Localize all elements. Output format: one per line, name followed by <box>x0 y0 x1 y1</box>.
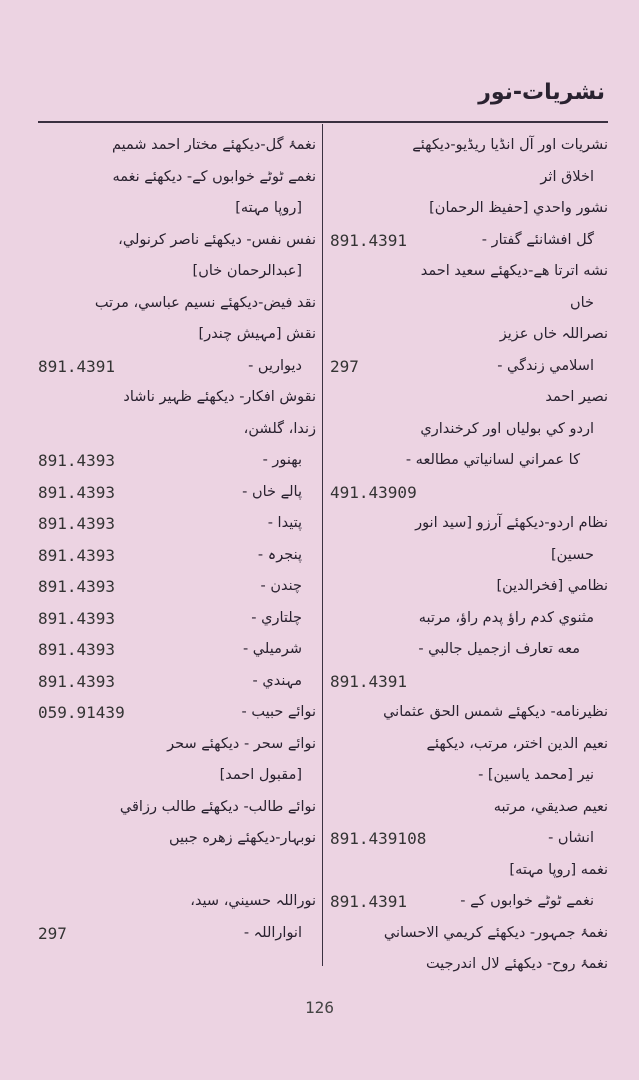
catalog-entry-line <box>38 351 316 383</box>
classification-number: 491.43909 <box>330 482 417 502</box>
catalog-entry-line <box>330 792 608 824</box>
entry-text: کا عمراني لسانیاتي مطالعه - <box>405 452 580 468</box>
catalog-entry-line <box>330 666 608 698</box>
entry-text: نغمے ٹوٹے خوابوں کے- دیکھئے نغمه <box>112 168 316 185</box>
catalog-entry-line <box>330 729 608 761</box>
entry-text: زندا، گلشن، <box>243 420 316 437</box>
catalog-entry-line <box>38 918 316 950</box>
catalog-entry-line <box>38 288 316 320</box>
entry-text: نغمے ٹوٹے خوابوں کے - <box>460 893 594 909</box>
classification-number: 891.4393 <box>38 577 116 596</box>
catalog-entry-line <box>330 130 608 162</box>
catalog-entry-line <box>330 571 608 603</box>
classification-number: 059.91439 <box>38 703 125 722</box>
entry-text: نقد فیض-دیکھئے نسیم عباسي، مرتب <box>94 294 316 311</box>
entry-text: نشور واحدي [حفیظ الرحمان] <box>429 200 608 216</box>
catalog-entry-line <box>330 603 608 635</box>
catalog-entry-line <box>38 414 316 446</box>
entry-text: نصراللہ خاں عزیز <box>499 326 608 342</box>
entry-text: نشریات اور آل انڈیا ریڈیو-دیکھئے <box>412 137 608 153</box>
catalog-entry-line <box>330 540 608 572</box>
catalog-entry-line <box>38 477 316 509</box>
catalog-entry-line <box>38 697 316 729</box>
entry-text: [عبدالرحمان خاں] <box>192 263 302 279</box>
catalog-entry-line <box>38 162 316 194</box>
entry-text: نفس نفس- دیکھئے ناصر کرنولي، <box>118 231 316 248</box>
entry-text: حسین] <box>551 546 594 563</box>
header-rule <box>38 121 608 123</box>
entry-text: نغمۂ جمہور- دیکھئے کریمي الاحساني <box>383 924 608 941</box>
catalog-entry-line <box>330 760 608 792</box>
classification-number: 891.4393 <box>38 545 116 565</box>
entry-text: نغمه [روپا مہته] <box>509 861 608 878</box>
page-header-title: نشریات-نور <box>478 80 605 105</box>
classification-number: 891.4391 <box>330 671 408 691</box>
entry-text: بھنور - <box>262 452 302 468</box>
entry-text: گل افشانئے گفتار - <box>481 231 594 248</box>
catalog-entry-line <box>330 414 608 446</box>
entry-text: نوائے سحر - دیکھئے سحر <box>167 735 316 752</box>
entry-text: پالے خاں - <box>242 483 302 500</box>
catalog-entry-line <box>38 666 316 698</box>
entry-text: پنجرہ - <box>257 546 302 563</box>
classification-number: 891.4393 <box>38 514 116 533</box>
entry-text: نقوش افکار- دیکھئے ظہیر ناشاد <box>123 389 316 405</box>
catalog-entry-line <box>38 540 316 572</box>
catalog-entry-line <box>330 319 608 351</box>
entry-text: اسلامي زندگي - <box>497 357 594 374</box>
catalog-entry-line <box>330 288 608 320</box>
catalog-entry-line <box>330 225 608 257</box>
catalog-entry-line <box>330 949 608 981</box>
catalog-entry-line <box>330 634 608 666</box>
classification-number: 891.439108 <box>330 829 427 848</box>
catalog-entry-line <box>38 130 316 162</box>
left-column <box>38 130 316 949</box>
catalog-entry-line <box>330 351 608 383</box>
catalog-entry-line <box>38 445 316 477</box>
entry-text: نوائے طالب- دیکھئے طالب رزاقي <box>119 798 316 815</box>
catalog-entry-line <box>330 918 608 950</box>
catalog-entry-line <box>330 445 608 477</box>
entry-text: اردو کي بولیاں اور کرخنداري <box>420 420 594 437</box>
classification-number: 891.4391 <box>38 356 116 376</box>
entry-text: نشه اترتا هے-دیکھئے سعید احمد <box>420 263 608 279</box>
classification-number: 891.4391 <box>330 230 408 250</box>
catalog-entry-line <box>38 571 316 603</box>
catalog-entry-line <box>330 162 608 194</box>
entry-text: [روپا مہته] <box>235 200 302 216</box>
entry-text: مہندي - <box>252 672 302 689</box>
catalog-entry-line <box>330 382 608 414</box>
entry-text: اخلاق اثر <box>540 168 594 185</box>
entry-text: نغمۂ روح- دیکھئے لال اندرجیت <box>425 956 608 972</box>
catalog-entry-line <box>330 193 608 225</box>
entry-text: انشاں - <box>548 830 594 846</box>
catalog-entry-line <box>38 193 316 225</box>
entry-text: نیر [محمد یاسین] - <box>478 767 594 783</box>
classification-number: 891.4393 <box>38 640 116 659</box>
entry-text: انواراللہ - <box>243 924 302 941</box>
catalog-entry-line <box>38 319 316 351</box>
entry-text: نظیرنامه- دیکھئے شمس الحق عثماني <box>383 704 608 720</box>
entry-text: نعیم صدیقي، مرتبه <box>493 798 608 815</box>
catalog-entry-line <box>38 634 316 666</box>
catalog-entry-line <box>38 760 316 792</box>
catalog-entry-line <box>38 256 316 288</box>
entry-text: خاں <box>569 294 594 311</box>
catalog-entry-line <box>330 508 608 540</box>
right-column <box>330 130 608 981</box>
catalog-entry-line <box>330 823 608 855</box>
catalog-entry-line <box>38 792 316 824</box>
catalog-entry-line <box>38 855 316 887</box>
entry-text: نقش [مہیش چندر] <box>198 326 316 342</box>
entry-text: چندن - <box>260 578 302 594</box>
catalog-entry-line <box>330 886 608 918</box>
catalog-entry-line <box>38 382 316 414</box>
catalog-entry-line <box>38 508 316 540</box>
classification-number: 297 <box>38 923 67 943</box>
entry-text: نوائے حبیب - <box>241 704 316 720</box>
entry-text: نصیر احمد <box>545 389 608 405</box>
catalog-entry-line <box>38 603 316 635</box>
catalog-entry-line <box>38 225 316 257</box>
entry-text: پتیدا - <box>267 515 302 531</box>
entry-text: نظامي [فخرالدین] <box>496 578 608 594</box>
classification-number: 297 <box>330 356 359 376</box>
classification-number: 891.4393 <box>38 451 116 470</box>
entry-text: [مقبول احمد] <box>219 767 302 783</box>
classification-number: 891.4393 <box>38 482 116 502</box>
column-divider <box>322 124 323 966</box>
catalog-entry-line <box>38 886 316 918</box>
classification-number: 891.4393 <box>38 671 116 691</box>
entry-text: چلتاري - <box>251 609 302 626</box>
catalog-entry-line <box>330 697 608 729</box>
catalog-entry-line <box>330 477 608 509</box>
entry-text: نظام اردو-دیکھئے آرزو [سید انور <box>415 515 608 531</box>
page-number: 126 <box>305 998 334 1017</box>
classification-number: 891.4393 <box>38 608 116 628</box>
entry-text: نوبہار-دیکھئے زهره جبیں <box>169 830 316 846</box>
entry-text: مثنوي کدم راؤ پدم راؤ، مرتبه <box>418 609 594 626</box>
entry-text: نغمۂ گل-دیکھئے مختار احمد شمیم <box>112 137 316 153</box>
catalog-entry-line <box>38 729 316 761</box>
entry-text: شرمیلي - <box>242 641 302 657</box>
catalog-entry-line <box>330 256 608 288</box>
classification-number: 891.4391 <box>330 892 408 911</box>
catalog-entry-line <box>330 855 608 887</box>
entry-text: دیواریں - <box>248 357 302 374</box>
entry-text: نوراللہ حسیني، سید، <box>190 893 316 909</box>
catalog-entry-line <box>38 823 316 855</box>
entry-text: معه تعارف ازجمیل جالبي - <box>418 641 580 657</box>
entry-text: نعیم الدین اختر، مرتب، دیکھئے <box>426 735 608 752</box>
